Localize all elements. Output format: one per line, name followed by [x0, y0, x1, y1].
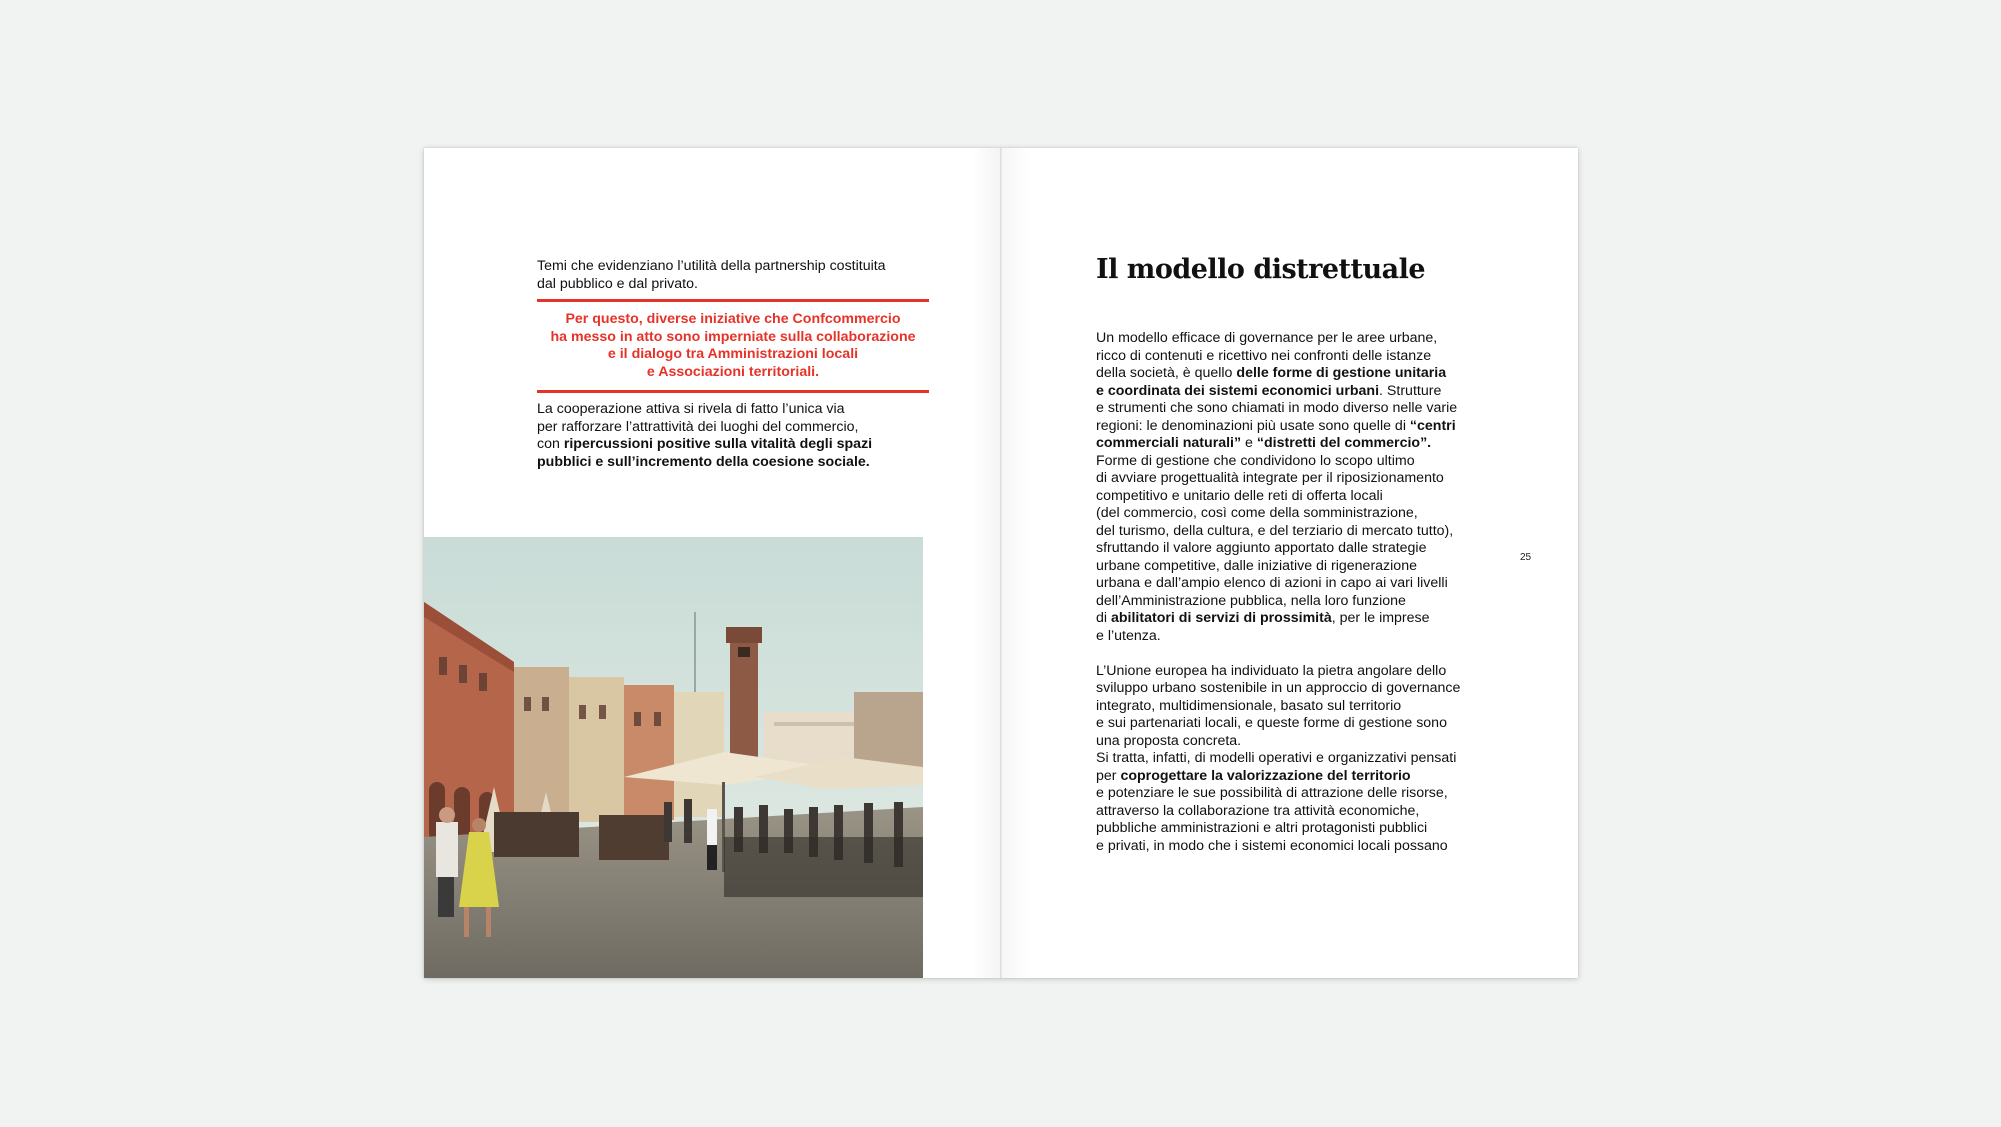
body-line: del turismo, della cultura, e del terziario di mercato tutto), [1096, 522, 1454, 539]
body-line: e strumenti che sono chiamati in modo diverso nelle varie [1096, 400, 1458, 416]
red-divider-top [537, 299, 929, 302]
body-line: per rafforzare l’attrattività dei luoghi del commercio, [537, 418, 859, 435]
body-bold-text: ripercussioni positive sulla vitalità degli spazi [563, 436, 873, 452]
body-line: e potenziare le sue possibilità di attrazione delle risorse, [1096, 785, 1448, 801]
body-line: La cooperazione attiva si rivela di fatto l’unica via [537, 401, 845, 417]
body-line: dell’Amministrazione pubblica, nella loro funzione [1096, 592, 1406, 609]
page-gutter [1000, 148, 1002, 978]
body-line: regioni: le denominazioni più usate sono quelle di [1096, 417, 1410, 434]
page-number: 25 [1520, 552, 1532, 563]
body-line: Forme di gestione che condividono lo scopo ultimo [1096, 452, 1415, 469]
body-line: sviluppo urbano sostenibile in un approccio di governance [1096, 680, 1461, 696]
quote-line: e Associazioni territoriali. [646, 363, 820, 380]
body-line: della società, è quello [1096, 365, 1237, 381]
body-line: e [1241, 435, 1257, 451]
gutter-shadow-left [972, 148, 1000, 978]
body-line: e sui partenariati locali, e queste forme di gestione sono [1096, 715, 1447, 731]
body-line: integrato, multidimensionale, basato sul territorio [1096, 697, 1402, 714]
body-line: una proposta concreta. [1096, 732, 1242, 749]
body-line: di [1096, 610, 1111, 626]
body-line: ricco di contenuti e ricettivo nei confronti delle istanze [1096, 347, 1432, 364]
body-line: . Strutture [1379, 382, 1442, 399]
body-line: Si tratta, infatti, di modelli operativi e organizzativi pensati [1096, 750, 1457, 766]
left-body-paragraph [537, 401, 929, 471]
body-line: attraverso la collaborazione tra attività economiche, [1096, 802, 1420, 819]
body-line: (del commercio, così come della somministrazione, [1096, 505, 1418, 521]
body-line: di avviare progettualità integrate per il riposizionamento [1096, 470, 1444, 486]
pull-quote [537, 311, 929, 381]
quote-line: ha messo in atto sono imperniate sulla collaborazione [550, 328, 916, 345]
body-bold-text: pubblici e sull’incremento della coesione sociale. [537, 453, 870, 470]
body-line: con [537, 436, 564, 452]
red-divider-bottom [537, 390, 929, 393]
left-page-text [537, 258, 929, 471]
intro-text [537, 258, 929, 293]
body-line: , per le imprese [1331, 610, 1430, 626]
body-bold-text: commerciali naturali” [1096, 435, 1242, 451]
body-line: pubbliche amministrazioni e altri protagonisti pubblici [1096, 820, 1428, 836]
body-bold-text: coprogettare la valorizzazione del territorio [1120, 767, 1411, 784]
body-bold-text: “distretti del commercio”. [1256, 435, 1432, 451]
body-line: competitivo e unitario delle reti di offerta locali [1096, 487, 1383, 504]
gutter-shadow-right [1002, 148, 1030, 978]
body-line: per [1096, 767, 1121, 784]
body-line: e l’utenza. [1096, 627, 1161, 644]
quote-line: Per questo, diverse iniziative che Confcommercio [565, 311, 901, 327]
body-bold-text: “centri [1409, 417, 1456, 434]
body-line: Un modello efficace di governance per le aree urbane, [1096, 330, 1438, 346]
piazza-photo [424, 537, 923, 978]
quote-line: e il dialogo tra Amministrazioni locali [607, 346, 859, 362]
right-page-text [1096, 330, 1496, 855]
body-bold-text: abilitatori di servizi di prossimità [1110, 610, 1332, 626]
intro-line: Temi che evidenziano l’utilità della partnership costituita [537, 258, 886, 274]
body-line: sfruttando il valore aggiunto apportato dalle strategie [1096, 540, 1427, 556]
book-spread [424, 148, 1578, 978]
right-paragraph-1 [1096, 330, 1496, 645]
body-bold-text: delle forme di gestione unitaria [1236, 365, 1447, 381]
body-line: urbane competitive, dalle iniziative di rigenerazione [1096, 557, 1417, 574]
body-line: e privati, in modo che i sistemi economici locali possano [1096, 837, 1448, 854]
body-line: L’Unione europea ha individuato la pietra angolare dello [1096, 662, 1447, 679]
right-paragraph-2 [1096, 663, 1496, 856]
intro-line: dal pubblico e dal privato. [537, 275, 698, 292]
body-line: urbana e dall’ampio elenco di azioni in capo ai vari livelli [1096, 575, 1448, 591]
page-title: Il modello distrettuale [1096, 254, 1426, 285]
body-bold-text: e coordinata dei sistemi economici urbani [1096, 382, 1380, 399]
